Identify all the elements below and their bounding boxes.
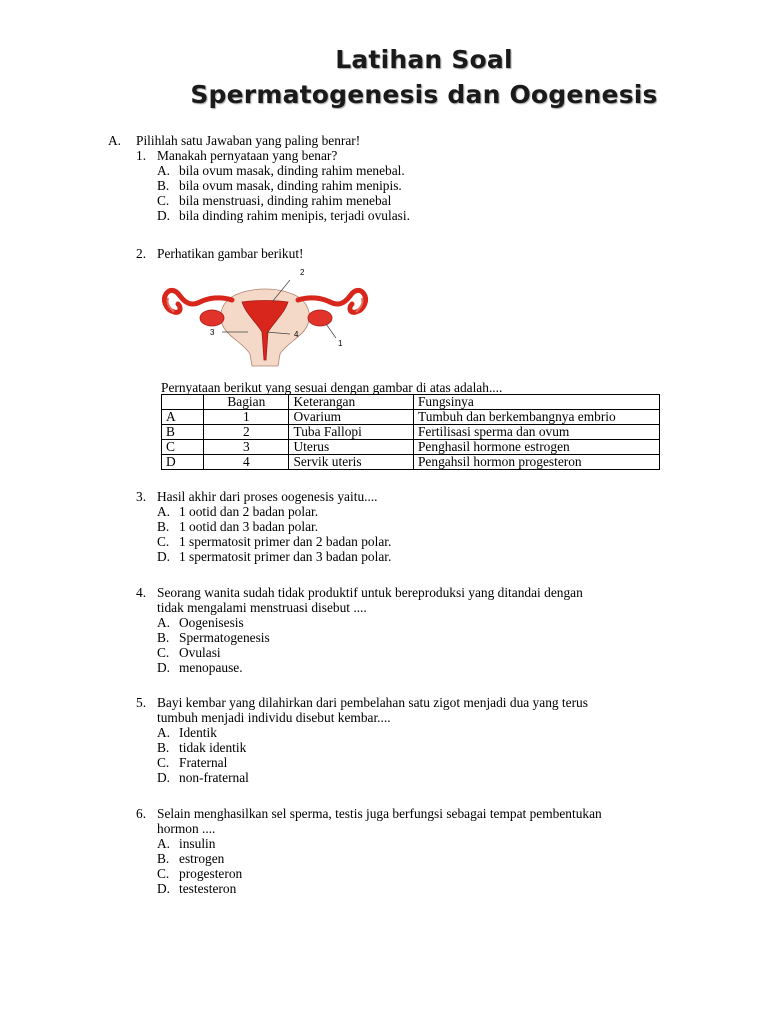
option-text: bila menstruasi, dinding rahim menebal [179, 193, 392, 208]
table-cell: Tumbuh dan berkembangnya embrio [413, 410, 659, 425]
answer-table [161, 394, 660, 470]
right-ovary [308, 310, 332, 326]
option-label: D. [157, 549, 171, 564]
table-cell: Fertilisasi sperma dan ovum [413, 425, 659, 440]
diagram-label-3: 3 [210, 328, 215, 337]
table-header-cell: Keterangan [289, 395, 414, 410]
question-text: Perhatikan gambar berikut! [157, 246, 304, 261]
question-number: 3. [136, 489, 147, 504]
table-row [162, 440, 660, 455]
table-cell: C [162, 440, 204, 455]
table-cell: Tuba Fallopi [289, 425, 414, 440]
option-label: D. [157, 208, 171, 223]
option-text: 1 spermatosit primer dan 3 badan polar. [179, 549, 392, 564]
question-number: 2. [136, 246, 147, 261]
table-row [162, 410, 660, 425]
table-row [162, 455, 660, 470]
table-cell: B [162, 425, 204, 440]
option-text: Oogenisesis [179, 615, 244, 630]
table-cell: A [162, 410, 204, 425]
table-cell: 2 [204, 425, 289, 440]
option-text: testesteron [179, 881, 237, 896]
diagram-label-1: 1 [338, 339, 343, 348]
option-text: insulin [179, 836, 216, 851]
option-text: bila ovum masak, dinding rahim menipis. [179, 178, 402, 193]
option-label: B. [157, 519, 170, 534]
option-label: B. [157, 851, 170, 866]
option-label: D. [157, 660, 171, 675]
table-header-cell [162, 395, 204, 410]
diagram-label-2: 2 [300, 268, 305, 277]
table-header-cell: Bagian [204, 395, 289, 410]
option-label: B. [157, 630, 170, 645]
table-cell: Penghasil hormone estrogen [413, 440, 659, 455]
label-line-1 [326, 324, 336, 338]
table-cell: 3 [204, 440, 289, 455]
question-number: 5. [136, 695, 147, 710]
page-title: Latihan Soal [335, 45, 513, 74]
table-cell: Ovarium [289, 410, 414, 425]
table-cell: Uterus [289, 440, 414, 455]
page-subtitle: Spermatogenesis dan Oogenesis [190, 80, 658, 109]
option-text: non-fraternal [179, 770, 249, 785]
question-text-cont: tumbuh menjadi individu disebut kembar.... [157, 710, 391, 725]
option-label: C. [157, 755, 170, 770]
option-text: Spermatogenesis [179, 630, 270, 645]
option-text: bila dinding rahim menipis, terjadi ovulasi. [179, 208, 410, 223]
diagram-label-4: 4 [294, 330, 299, 339]
left-ovary [200, 310, 224, 326]
table-header-row [162, 395, 660, 410]
table-cell: Servik uteris [289, 455, 414, 470]
option-label: A. [157, 504, 171, 519]
option-label: C. [157, 866, 170, 881]
option-label: A. [157, 836, 171, 851]
option-text: estrogen [179, 851, 225, 866]
table-cell: 1 [204, 410, 289, 425]
question-text-cont: hormon .... [157, 821, 216, 836]
question-text-cont: tidak mengalami menstruasi disebut .... [157, 600, 367, 615]
table-intro: Pernyataan berikut yang sesuai dengan gambar di atas adalah.... [161, 380, 503, 395]
table-cell: D [162, 455, 204, 470]
option-label: B. [157, 740, 170, 755]
question-number: 4. [136, 585, 147, 600]
uterus-diagram [160, 266, 370, 372]
question-text: Selain menghasilkan sel sperma, testis juga berfungsi sebagai tempat pembentukan [157, 806, 602, 821]
option-text: Ovulasi [179, 645, 221, 660]
section-letter: A. [108, 133, 122, 148]
option-label: D. [157, 881, 171, 896]
question-text: Seorang wanita sudah tidak produktif untuk bereproduksi yang ditandai dengan [157, 585, 583, 600]
table-cell: 4 [204, 455, 289, 470]
option-label: C. [157, 534, 170, 549]
option-text: 1 ootid dan 3 badan polar. [179, 519, 319, 534]
option-label: C. [157, 645, 170, 660]
table-cell: Pengahsil hormon progesteron [413, 455, 659, 470]
table-row [162, 425, 660, 440]
option-label: A. [157, 615, 171, 630]
option-text: bila ovum masak, dinding rahim menebal. [179, 163, 405, 178]
section-instruction: Pilihlah satu Jawaban yang paling benrar! [136, 133, 361, 148]
question-text: Hasil akhir dari proses oogenesis yaitu.... [157, 489, 378, 504]
option-text: 1 spermatosit primer dan 2 badan polar. [179, 534, 392, 549]
option-text: Identik [179, 725, 217, 740]
question-text: Bayi kembar yang dilahirkan dari pembelahan satu zigot menjadi dua yang terus [157, 695, 588, 710]
option-label: B. [157, 178, 170, 193]
option-label: A. [157, 163, 171, 178]
option-label: A. [157, 725, 171, 740]
option-text: 1 ootid dan 2 badan polar. [179, 504, 319, 519]
question-number: 6. [136, 806, 147, 821]
table-header-cell: Fungsinya [413, 395, 659, 410]
option-text: progesteron [179, 866, 243, 881]
question-number: 1. [136, 148, 147, 163]
option-text: Fraternal [179, 755, 228, 770]
option-text: menopause. [179, 660, 243, 675]
question-text: Manakah pernyataan yang benar? [157, 148, 338, 163]
option-text: tidak identik [179, 740, 247, 755]
option-label: D. [157, 770, 171, 785]
option-label: C. [157, 193, 170, 208]
